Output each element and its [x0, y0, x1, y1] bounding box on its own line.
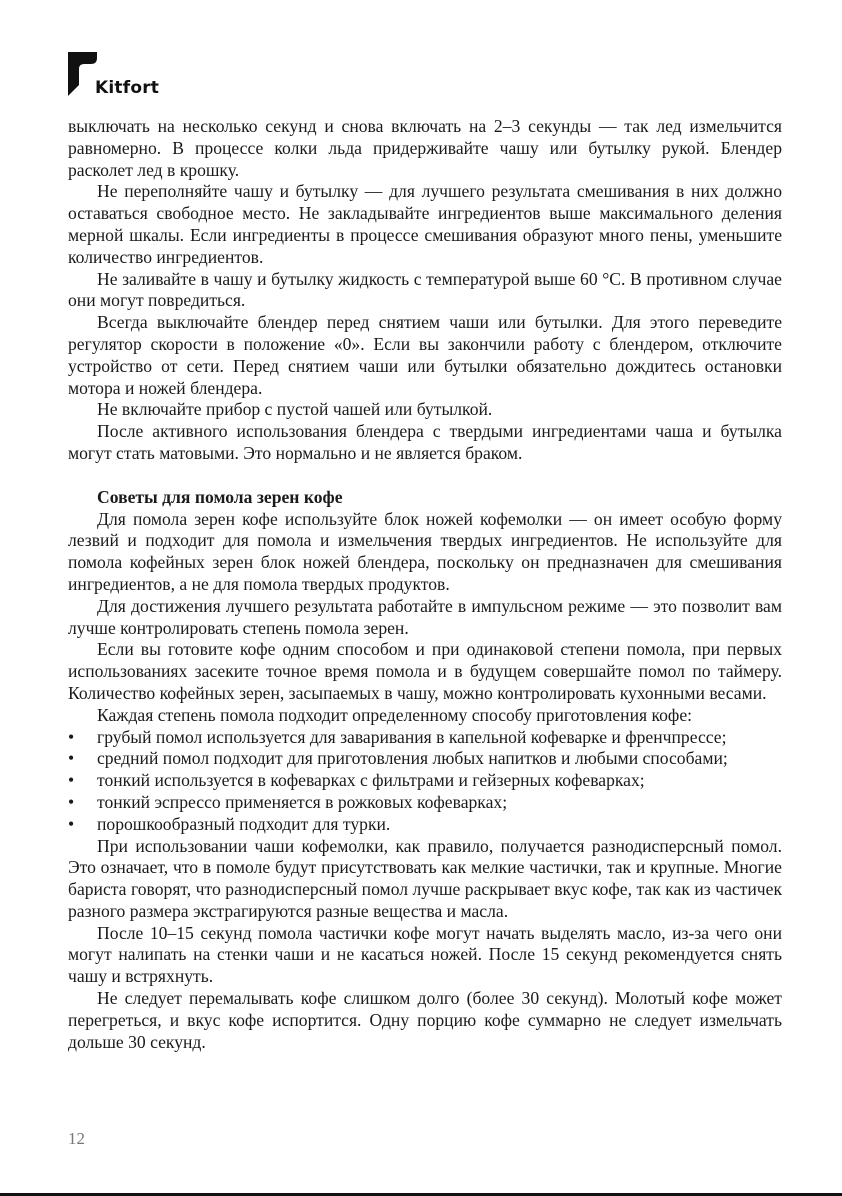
paragraph: Не переполняйте чашу и бутылку — для лучшего результата смешивания в них должно оставаться свободное место. Не закладывайте ингредиентов выше максимального деления мерной шкалы. Если ингредиенты в процессе смешивания образуют много пены, уменьшите количество ингредиентов. — [68, 181, 782, 267]
paragraph: Не включайте прибор с пустой чашей или бутылкой. — [97, 399, 493, 420]
kitfort-logo — [68, 52, 228, 100]
paragraph: После активного использования блендера с твердыми ингредиентами чаша и бутылка могут стать матовыми. Это нормально и не является браком. — [68, 421, 782, 463]
list-item: • тонкий используется в кофеварках с фильтрами и гейзерных кофеварках; — [68, 770, 782, 792]
paragraph: Каждая степень помола подходит определенному способу приготовления кофе: — [97, 704, 693, 725]
paragraph: Не заливайте в чашу и бутылку жидкость с температурой выше 60 °C. В противном случае они могут повредиться. — [68, 268, 782, 311]
paragraph: После 10–15 секунд помола частички кофе могут начать выделять масло, из-за чего они могут налипать на стенки чаши и не касаться ножей. После 15 секунд рекомендуется снять чашу и встряхнуть. — [68, 922, 782, 987]
paragraph: Для помола зерен кофе используйте блок ножей кофемолки — он имеет особую форму лезвий и подходит для помола и измельчения твердых ингредиентов. Не используйте для помола кофейных зерен блок ножей блендера, поскольку он предназначен для смешивания ингредиентов, а не для помола твердых продуктов. — [68, 508, 782, 594]
paragraph: Не следует перемалывать кофе слишком долго (более 30 секунд). Молотый кофе может перегреться, и вкус кофе испортится. Одну порцию кофе суммарно не следует измельчать дольше 30 секунд. — [68, 988, 782, 1052]
section-heading: Советы для помола зерен кофе — [97, 486, 343, 507]
page-number: 12 — [68, 1129, 85, 1148]
brand-name: Kitfort — [95, 78, 160, 98]
paragraph: выключать на несколько секунд и снова включать на 2–3 секунды — так лед измельчится равномерно. В процессе колки льда придерживайте чашу или бутылку рукой. Блендер расколет лед в крошку. — [68, 116, 782, 180]
paragraph: Для достижения лучшего результата работайте в импульсном режиме — это позволит вам лучше контролировать степень помола зерен. — [68, 595, 782, 638]
paragraph: При использовании чаши кофемолки, как правило, получается разнодисперсный помол. Это означает, что в помоле будут присутствовать как мелкие частички, так и крупные. Многие бариста говорят, что разнодисперсный помол лучше раскрывает вкус кофе, так как из частичек разного размера экстрагируются разные вещества и масла. — [68, 835, 782, 921]
page-content — [68, 116, 782, 1053]
list-item: • грубый помол используется для заваривания в капельной кофеварке и френчпрессе; — [68, 727, 782, 749]
list-item: • порошкообразный подходит для турки. — [68, 814, 782, 836]
paragraph: Если вы готовите кофе одним способом и при одинаковой степени помола, при первых использованиях засеките точное время помола и в будущем совершайте помол по таймеру. Количество кофейных зерен, засыпаемых в чашу, можно контролировать кухонными весами. — [68, 639, 782, 703]
grind-types-list — [68, 727, 782, 836]
list-item: • средний помол подходит для приготовления любых напитков и любыми способами; — [68, 748, 782, 770]
paragraph: Всегда выключайте блендер перед снятием чаши или бутылки. Для этого переведите регулятор скорости в положение «0». Если вы закончили работу с блендером, отключите устройство от сети. Перед снятием чаши или бутылки обязательно дождитесь остановки мотора и ножей блендера. — [68, 312, 782, 398]
list-item: • тонкий эспрессо применяется в рожковых кофеварках; — [68, 792, 782, 814]
kitfort-logo-mark-icon — [68, 52, 98, 100]
